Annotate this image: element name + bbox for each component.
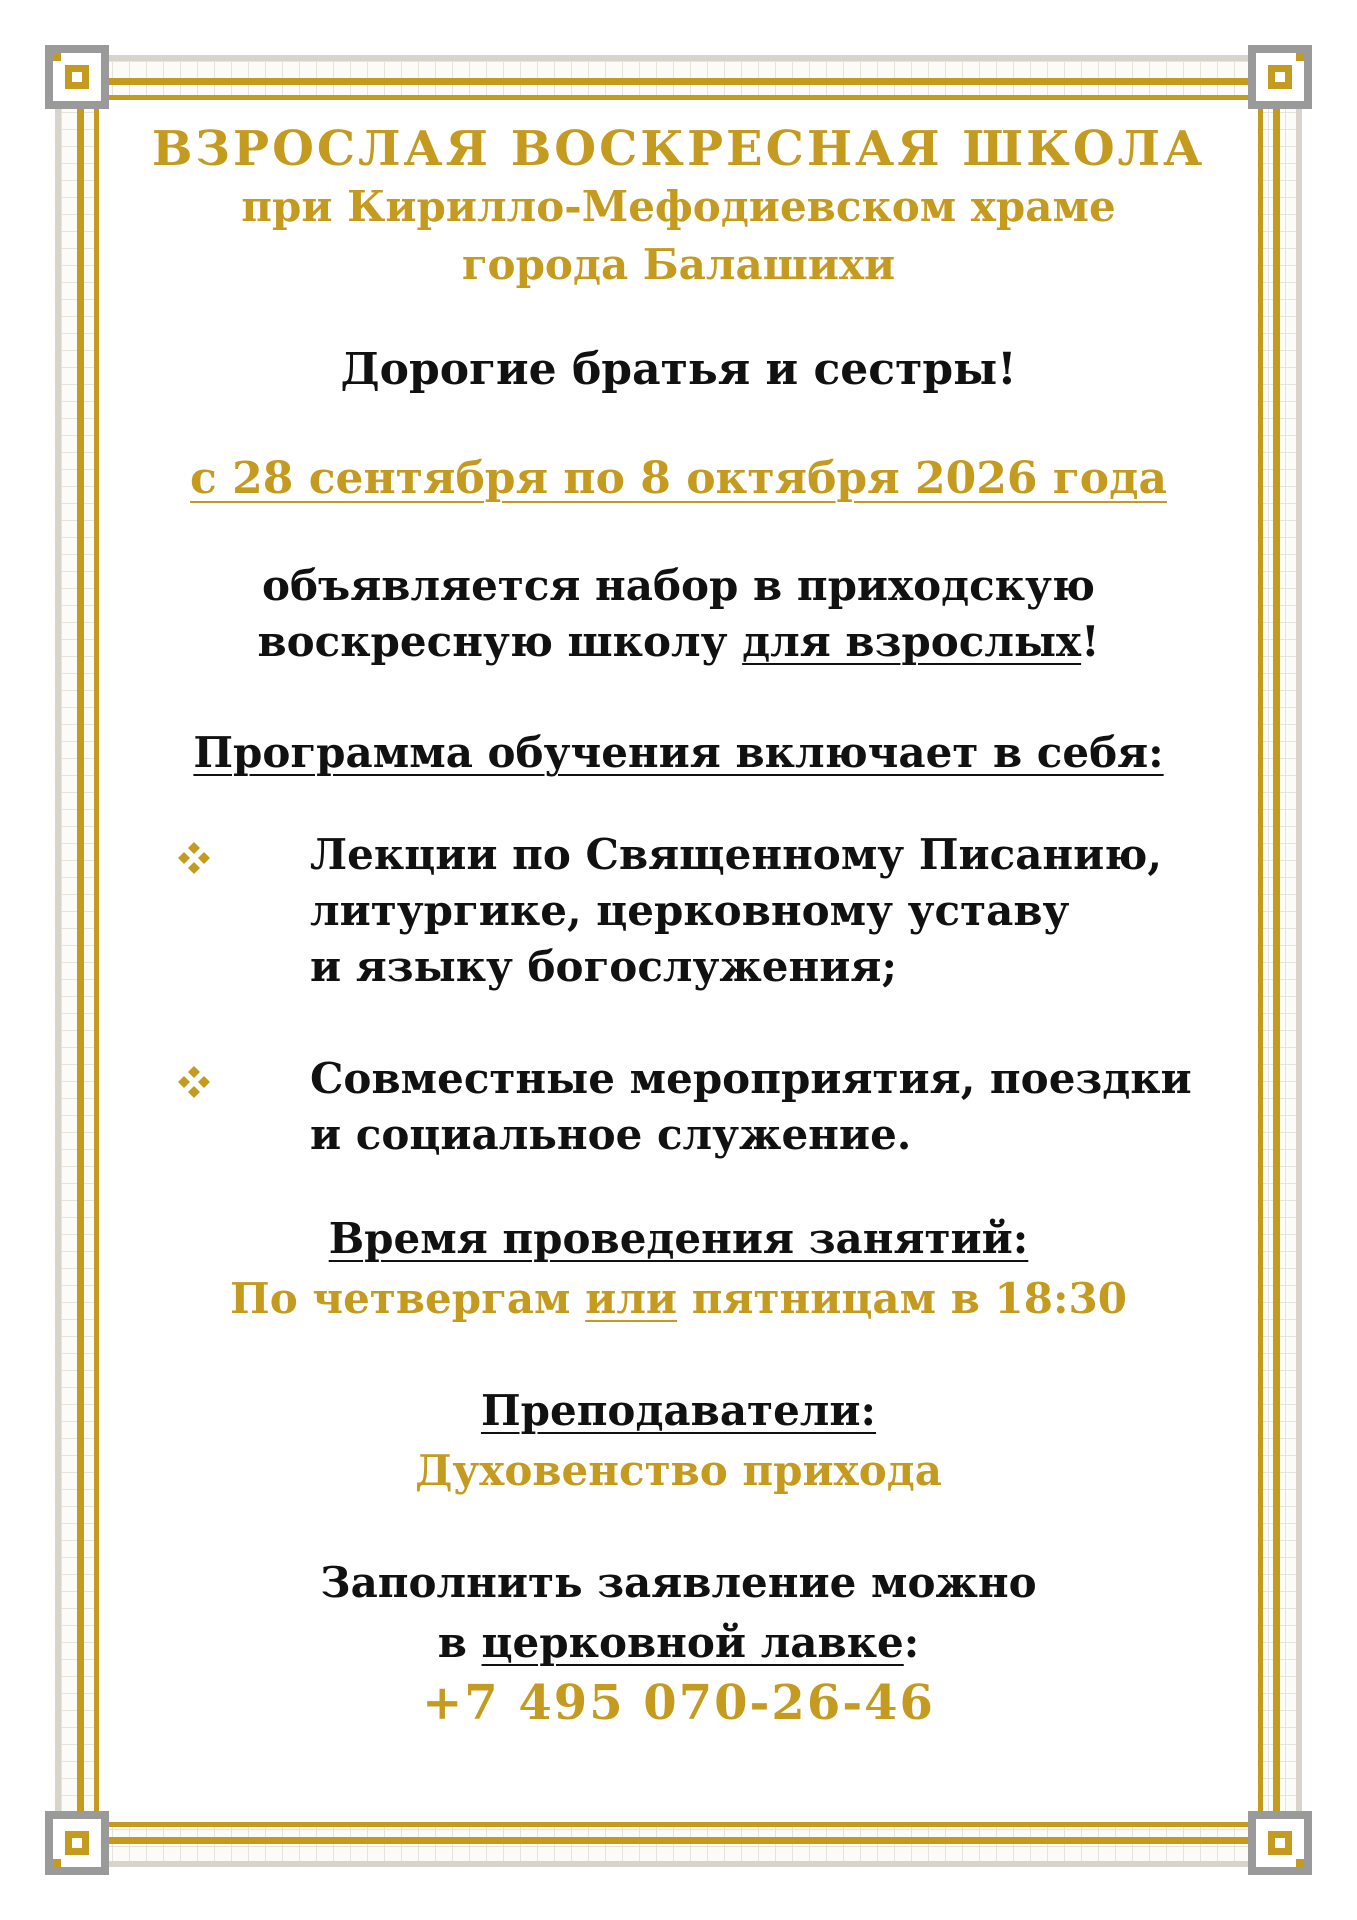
schedule-value: [99, 1269, 1258, 1329]
schedule-section: [99, 1209, 1258, 1329]
header: [99, 120, 1258, 294]
church-shop-text: церковной лавке: [481, 1618, 904, 1667]
program-heading-text: Программа обучения включает в себя:: [193, 728, 1164, 777]
announcement-adults-emphasis: для взрослых: [742, 617, 1082, 666]
program-item-line: литургике, церковному уставу: [310, 886, 1070, 935]
four-diamond-bullet-icon: [177, 1065, 211, 1099]
application-section: [99, 1553, 1258, 1733]
teachers-label-text: Преподаватели:: [480, 1386, 877, 1435]
program-item-line: и языку богослужения;: [310, 942, 897, 991]
program-list: [99, 827, 1258, 1163]
announcement-line-2-end: !: [1081, 617, 1100, 666]
enrollment-dates-text: с 28 сентября по 8 октября 2026 года: [190, 453, 1167, 504]
schedule-label-text: Время проведения занятий:: [328, 1214, 1029, 1263]
frame-corner-ornament-icon: [45, 1811, 109, 1875]
contact-phone: +7 495 070-26-46: [422, 1675, 935, 1731]
school-subtitle-line-2: города Балашихи: [461, 240, 896, 289]
apply-line-2-start: в: [437, 1618, 482, 1667]
program-heading: [99, 728, 1258, 777]
frame-corner-ornament-icon: [1248, 1811, 1312, 1875]
schedule-value-or: или: [585, 1274, 678, 1323]
teachers-section: [99, 1381, 1258, 1501]
apply-line-2: [99, 1613, 1258, 1673]
program-item-line: Лекции по Священному Писанию,: [310, 830, 1162, 879]
apply-line-2-end: :: [903, 1618, 920, 1667]
announcement-line-2: [99, 614, 1258, 670]
announcement-document: [99, 100, 1258, 1733]
announcement-text: [99, 558, 1258, 670]
four-diamond-bullet-icon: [177, 841, 211, 875]
school-subtitle-line-1: при Кирилло-Мефодиевском храме: [241, 182, 1116, 231]
schedule-value-start: По четвергам: [230, 1274, 586, 1323]
apply-line-1: Заполнить заявление можно: [320, 1558, 1037, 1607]
program-item-lectures: [99, 827, 1258, 995]
announcement-line-2-start: воскресную школу: [257, 617, 743, 666]
schedule-label: [99, 1209, 1258, 1269]
teachers-value: Духовенство прихода: [415, 1446, 942, 1495]
schedule-value-end: пятницам в 18:30: [677, 1274, 1127, 1323]
program-item-line: Совместные мероприятия, поездки: [310, 1054, 1192, 1103]
enrollment-dates: [99, 453, 1258, 504]
teachers-label: [99, 1381, 1258, 1441]
school-title: ВЗРОСЛАЯ ВОСКРЕСНАЯ ШКОЛА: [151, 121, 1206, 177]
program-item-activities: [99, 1051, 1258, 1163]
greeting: Дорогие братья и сестры!: [340, 344, 1017, 395]
program-item-line: и социальное служение.: [310, 1110, 912, 1159]
announcement-line-1: объявляется набор в приходскую: [261, 561, 1095, 610]
